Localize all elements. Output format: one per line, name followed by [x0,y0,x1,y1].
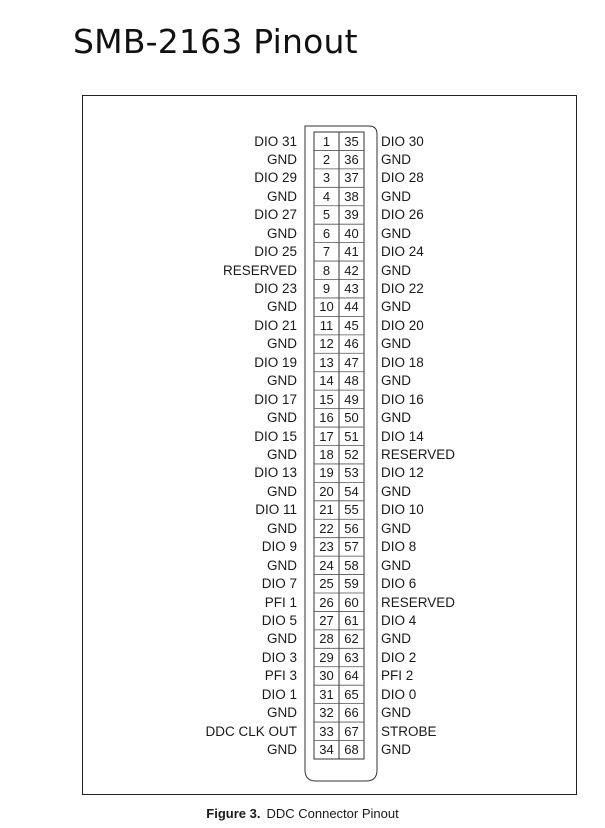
pin-signal-left: GND [267,410,297,426]
pin-signal-right: GND [381,705,411,721]
pin-signal-left: DIO 15 [254,428,297,444]
pin-number-right: 46 [344,336,359,352]
pin-number-right: 42 [344,262,359,278]
pin-number-left: 2 [322,151,331,167]
pin-signal-left: DIO 29 [254,170,297,186]
pin-number-right: 43 [344,281,359,297]
pin-signal-right: GND [381,483,411,499]
pin-signal-left: DIO 11 [255,502,297,518]
pin-signal-right: DIO 26 [381,207,424,223]
pin-number-left: 9 [322,281,331,297]
pin-signal-left: DIO 31 [254,133,297,149]
pin-number-left: 30 [319,668,334,684]
pin-signal-left: DDC CLK OUT [205,723,297,739]
pin-signal-right: DIO 4 [381,612,417,628]
pin-number-left: 16 [319,410,334,426]
pin-number-right: 55 [344,502,359,518]
pin-number-right: 38 [344,188,359,204]
pin-number-left: 10 [319,299,334,315]
pin-number-left: 23 [319,539,334,555]
pin-signal-right: GND [381,520,411,536]
pin-number-left: 19 [319,465,334,481]
pin-number-left: 28 [319,631,334,647]
pin-signal-right: GND [381,225,411,241]
pin-number-right: 44 [344,299,359,315]
pin-number-right: 35 [344,133,359,149]
pin-signal-right: GND [381,742,411,758]
pin-number-right: 37 [344,170,359,186]
pin-number-left: 6 [322,225,331,241]
pin-signal-right: DIO 12 [381,465,424,481]
pin-signal-left: DIO 23 [254,281,297,297]
pin-signal-right: DIO 2 [381,649,417,665]
pin-signal-right: GND [381,373,411,389]
pin-signal-left: GND [267,151,297,167]
pin-number-right: 64 [344,668,359,684]
pin-number-right: 58 [344,557,359,573]
pin-signal-right: DIO 14 [381,428,424,444]
pin-number-right: 54 [344,483,359,499]
pin-number-left: 27 [319,612,334,628]
pin-signal-right: DIO 20 [381,317,424,333]
pin-number-right: 60 [344,594,359,610]
pin-signal-right: DIO 18 [381,354,424,370]
pin-signal-right: DIO 6 [381,576,417,592]
pin-signal-left: GND [267,705,297,721]
pin-number-left: 25 [319,576,334,592]
figure-caption-label: Figure 3. [206,806,261,821]
pin-signal-right: GND [381,151,411,167]
figure-caption [0,806,605,821]
pin-signal-left: GND [267,742,297,758]
pin-number-right: 50 [344,410,359,426]
pin-number-left: 26 [319,594,334,610]
pin-number-left: 20 [319,483,334,499]
page-title: SMB-2163 Pinout [73,22,358,61]
pin-number-left: 7 [322,244,331,260]
pin-signal-left: GND [267,336,297,352]
pin-signal-left: PFI 3 [264,668,297,684]
pin-signal-right: DIO 0 [381,686,417,702]
figure-caption-text: DDC Connector Pinout [266,806,399,821]
pin-number-right: 53 [344,465,359,481]
pin-signal-right: GND [381,557,411,573]
pin-signal-right: GND [381,410,411,426]
pin-number-right: 67 [344,723,359,739]
pin-number-left: 34 [319,742,334,758]
pin-signal-left: GND [267,373,297,389]
pin-signal-left: GND [267,520,297,536]
pin-number-left: 5 [322,207,331,223]
pin-number-right: 62 [344,631,359,647]
pin-signal-right: GND [381,262,411,278]
pin-signal-left: GND [267,631,297,647]
pin-number-right: 56 [344,520,359,536]
pin-signal-left: GND [267,225,297,241]
pin-signal-left: DIO 17 [254,391,297,407]
pin-signal-left: DIO 21 [254,317,297,333]
pin-signal-right: DIO 22 [381,281,424,297]
pin-number-right: 63 [344,649,359,665]
pin-signal-left: RESERVED [222,262,297,278]
pin-number-right: 49 [344,391,359,407]
pin-number-right: 65 [344,686,359,702]
pin-number-left: 3 [322,170,331,186]
pin-signal-left: GND [267,299,297,315]
pin-number-right: 48 [344,373,359,389]
pin-number-left: 15 [319,391,334,407]
pin-number-right: 61 [344,612,359,628]
pin-signal-left: GND [267,483,297,499]
pin-number-right: 52 [344,446,359,462]
pin-signal-right: DIO 8 [381,539,417,555]
pin-signal-left: DIO 19 [254,354,297,370]
pin-signal-right: DIO 10 [381,502,424,518]
pin-signal-left: DIO 13 [254,465,297,481]
pin-signal-left: DIO 1 [261,686,297,702]
pin-signal-right: DIO 24 [381,244,424,260]
pin-number-left: 1 [322,133,331,149]
pin-signal-right: DIO 30 [381,133,424,149]
pin-number-left: 17 [319,428,334,444]
pin-number-right: 51 [344,428,359,444]
pin-signal-right: DIO 16 [381,391,424,407]
pin-number-right: 41 [344,244,359,260]
pin-signal-right: GND [381,188,411,204]
pin-number-right: 47 [344,354,359,370]
pin-number-right: 68 [344,742,359,758]
pin-number-left: 31 [319,686,334,702]
pin-number-right: 40 [344,225,359,241]
pin-signal-left: DIO 9 [261,539,297,555]
pin-number-left: 21 [319,502,334,518]
pin-number-right: 66 [344,705,359,721]
pin-signal-right: GND [381,631,411,647]
pin-signal-left: DIO 5 [261,612,297,628]
pin-number-left: 14 [319,373,334,389]
pin-number-left: 18 [319,446,334,462]
pin-signal-left: GND [267,557,297,573]
pin-signal-left: DIO 7 [261,576,297,592]
pin-number-right: 36 [344,151,359,167]
pin-signal-right: RESERVED [381,594,456,610]
pin-signal-right: RESERVED [381,446,456,462]
pin-number-left: 8 [322,262,331,278]
pin-signal-right: STROBE [381,723,437,739]
pin-signal-right: DIO 28 [381,170,424,186]
pin-signal-left: PFI 1 [264,594,297,610]
pin-number-left: 29 [319,649,334,665]
pin-signal-right: PFI 2 [381,668,414,684]
pin-number-left: 12 [319,336,334,352]
pin-signal-left: GND [267,188,297,204]
pin-number-left: 32 [319,705,334,721]
pin-number-left: 4 [322,188,331,204]
pin-number-left: 11 [319,317,334,333]
pin-number-right: 59 [344,576,359,592]
pin-number-left: 13 [319,354,334,370]
pin-number-right: 45 [344,317,359,333]
pin-signal-right: GND [381,299,411,315]
pin-number-left: 24 [319,557,334,573]
pin-number-right: 39 [344,207,359,223]
pin-signal-left: DIO 3 [261,649,297,665]
pin-number-right: 57 [344,539,359,555]
pin-signal-left: DIO 27 [254,207,297,223]
pin-signal-left: DIO 25 [254,244,297,260]
pin-signal-left: GND [267,446,297,462]
pin-number-left: 22 [319,520,334,536]
pin-signal-right: GND [381,336,411,352]
pin-number-left: 33 [319,723,334,739]
